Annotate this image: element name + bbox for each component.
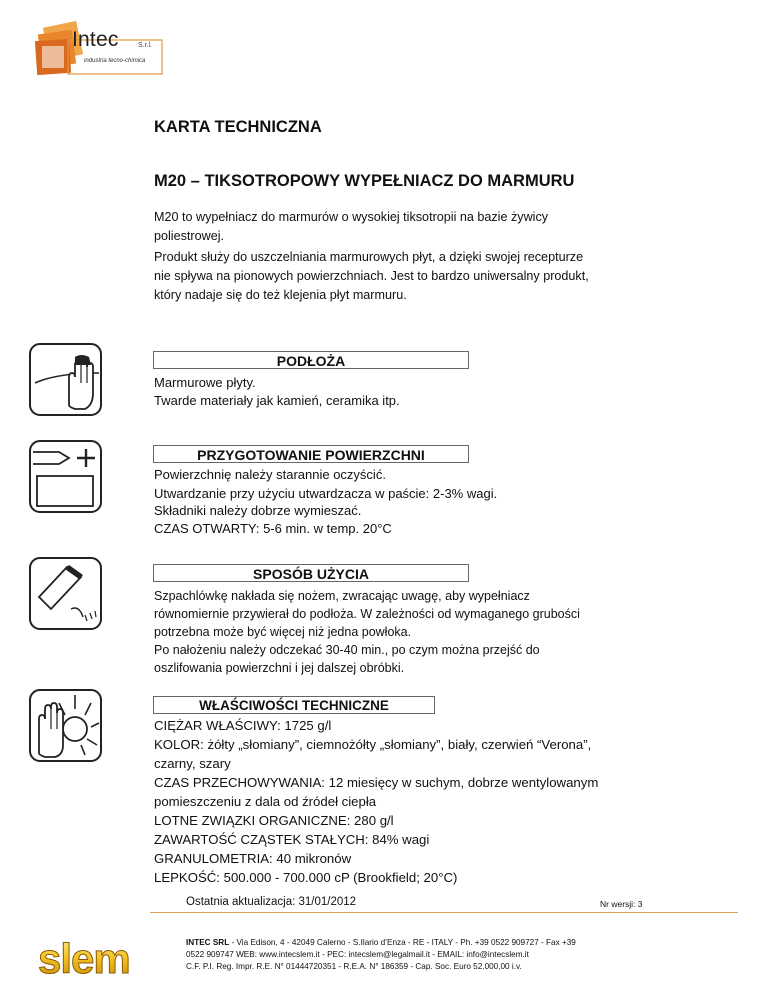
slem-logo-text: slem	[38, 940, 130, 978]
section-line: potrzebna może być więcej niż jedna powłoka.	[154, 625, 412, 639]
section-line: GRANULOMETRIA: 40 mikronów	[154, 851, 352, 866]
section-line: LEPKOŚĆ: 500.000 - 700.000 cP (Brookfield; 20°C)	[154, 870, 458, 885]
section-heading: PODŁOŻA	[153, 351, 469, 369]
section-line: CIĘŻAR WŁAŚCIWY: 1725 g/l	[154, 718, 332, 733]
section-line: czarny, szary	[154, 756, 231, 771]
mixing-icon	[29, 440, 102, 513]
hand-surface-icon	[29, 343, 102, 416]
version-number: Nr wersji: 3	[600, 899, 643, 909]
section-line: Marmurowe płyty.	[154, 375, 256, 390]
company-registration-line: C.F. P.I. Reg. Impr. R.E. N° 01444720351 - R.E.A. N° 186359 - Cap. Soc. Euro 52.000,00 i.v.	[186, 962, 522, 971]
logo-brand: Intec	[72, 28, 119, 51]
hand-sun-icon	[29, 689, 102, 762]
section-line: CZAS PRZECHOWYWANIA: 12 miesięcy w suchym, dobrze wentylowanym	[154, 775, 599, 790]
section-line: Składniki należy dobrze wymieszać.	[154, 503, 362, 518]
section-heading: PRZYGOTOWANIE POWIERZCHNI	[153, 445, 469, 463]
logo-tagline: industria tecno-chimica	[84, 58, 146, 64]
section-line: Twarde materiały jak kamień, ceramika itp.	[154, 393, 400, 408]
intro-line: nie spływa na pionowych powierzchniach. Jest to bardzo uniwersalny produkt,	[154, 269, 589, 283]
section-line: Po nałożeniu należy odczekać 30-40 min., po czym można przejść do	[154, 643, 540, 657]
logo-suffix: S.r.l.	[138, 42, 153, 49]
section-line: pomieszczeniu z dala od źródeł ciepła	[154, 794, 377, 809]
last-update: Ostatnia aktualizacja: 31/01/2012	[186, 896, 357, 908]
section-line: Utwardzanie przy użyciu utwardzacza w paście: 2-3% wagi.	[154, 486, 498, 501]
intro-line: Produkt służy do uszczelniania marmurowych płyt, a dzięki swojej recepturze	[154, 250, 584, 264]
section-line: równomiernie przywierał do podłoża. W zależności od wymaganego grubości	[154, 607, 580, 621]
spatula-icon	[29, 557, 102, 630]
company-contact-line: 0522 909747 WEB: www.intecslem.it - PEC: intecslem@legalmail.it - EMAIL: info@intecslem.it	[186, 950, 529, 959]
section-line: Szpachlówkę nakłada się nożem, zwracając uwagę, aby wypełniacz	[154, 589, 530, 603]
section-line: LOTNE ZWIĄZKI ORGANICZNE: 280 g/l	[154, 813, 394, 828]
section-line: KOLOR: żółty „słomiany”, ciemnożółty „słomiany”, biały, czerwień “Verona”,	[154, 737, 592, 752]
footer-divider	[150, 912, 738, 913]
intro-text	[154, 208, 674, 305]
company-name: INTEC SRL	[186, 938, 230, 947]
section-heading: WŁAŚCIWOŚCI TECHNICZNE	[153, 696, 435, 714]
page-title: KARTA TECHNICZNA	[154, 118, 322, 136]
section-heading: SPOSÓB UŻYCIA	[153, 564, 469, 582]
intec-logo	[32, 20, 192, 80]
section-line: Powierzchnię należy starannie oczyścić.	[154, 467, 386, 482]
intro-line: M20 to wypełniacz do marmurów o wysokiej tiksotropii na bazie żywicy	[154, 210, 549, 224]
intro-line: który nadaje się do też klejenia płyt marmuru.	[154, 288, 407, 302]
section-line: ZAWARTOŚĆ CZĄSTEK STAŁYCH: 84% wagi	[154, 832, 430, 847]
slem-logo-art	[38, 940, 178, 978]
address-text: - Via Edison, 4 - 42049 Calerno - S.Ilario d’Enza - RE - ITALY - Ph. +39 0522 909727 - Fax +39	[229, 938, 576, 947]
product-title: M20 – TIKSOTROPOWY WYPEŁNIACZ DO MARMURU	[154, 172, 575, 190]
company-address-line	[186, 938, 576, 947]
intro-line: poliestrowej.	[154, 229, 224, 243]
section-line: CZAS OTWARTY: 5-6 min. w temp. 20°C	[154, 521, 392, 536]
slem-logo	[38, 940, 178, 978]
section-line: oszlifowania powierzchni i jej dalszej obróbki.	[154, 661, 405, 675]
